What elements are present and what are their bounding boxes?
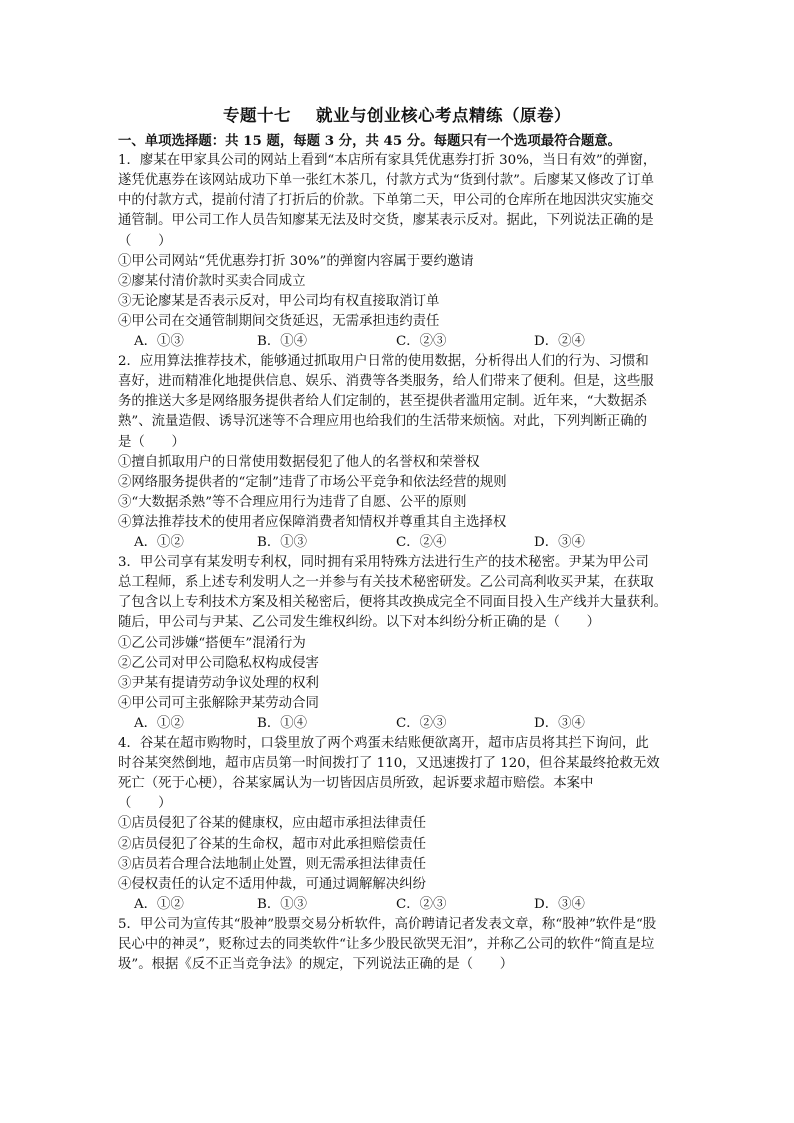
answer-option-a[interactable]: A．①③ [134, 334, 184, 349]
answer-option-b[interactable]: B．①④ [257, 715, 308, 731]
question-stem-line: 通管制。甲公司工作人员告知廖某无法及时交货，廖某表示反对。据此，下列说法正确的是 [118, 213, 654, 229]
choice-statement: ①甲公司网站“凭优惠券打折 30%”的弹窗内容属于要约邀请 [118, 253, 474, 269]
answer-option-d[interactable]: D．③④ [534, 535, 585, 550]
answer-option-a[interactable]: A．①② [134, 896, 184, 912]
answer-option-a[interactable]: A．①② [134, 535, 184, 550]
question-stem-line: 死亡（死于心梗），谷某家属认为一切皆因店员所致，起诉要求超市赔偿。本案中 [118, 776, 594, 792]
question-stem-line: （ ） [118, 233, 172, 249]
choice-statement: ③店员若合理合法地制止处置，则无需承担法律责任 [118, 856, 426, 872]
choice-statement: ③无论廖某是否表示反对，甲公司均有权直接取消订单 [118, 293, 440, 309]
answer-option-d[interactable]: D．②④ [534, 334, 585, 349]
question-stem-line: 喜好，进而精准化地提供信息、娱乐、消费等各类服务，给人们带来了便利。但是，这些服 [118, 374, 654, 390]
choice-statement: ④侵权责任的认定不适用仲裁，可通过调解解决纠纷 [118, 876, 426, 892]
answer-option-d[interactable]: D．③④ [534, 715, 585, 731]
answer-option-b[interactable]: B．①③ [257, 535, 308, 550]
question-stem-line: 时谷某突然倒地，超市店员第一时间拨打了 110，又迅速拨打了 120，但谷某最终抢救无效 [118, 756, 660, 772]
answer-option-d[interactable]: D．③④ [534, 896, 585, 912]
choice-statement: ③尹某有提请劳动争议处理的权利 [118, 675, 319, 691]
question-stem-line: 总工程师，系上述专利发明人之一并参与有关技术秘密研发。乙公司高利收买尹某，在获取 [118, 575, 654, 591]
choice-statement: ④算法推荐技术的使用者应保障消费者知情权并尊重其自主选择权 [118, 514, 507, 530]
answer-option-c[interactable]: C．②③ [396, 334, 447, 349]
answer-option-c[interactable]: C．②③ [396, 896, 447, 912]
question-stem-line: （ ） [118, 796, 172, 812]
answer-option-c[interactable]: C．②④ [396, 535, 447, 550]
question-stem-line: 随后，甲公司与尹某、乙公司发生维权纠纷。以下对本纠纷分析正确的是（ ） [118, 615, 601, 631]
question-stem-line: 中的付款方式，提前付清了打折后的价款。下单第二天，甲公司的仓库所在地因洪灾实施交 [118, 193, 654, 209]
question-stem-line: 5．甲公司为宣传其“股神”股票交易分析软件，高价聘请记者发表文章，称“股神”软件是“股 [118, 916, 657, 932]
answer-option-b[interactable]: B．①④ [257, 334, 308, 349]
question-stem-line: 了包含以上专利技术方案及相关秘密后，便将其改换成完全不同面目投入生产线并大量获利。 [118, 595, 668, 611]
section-header: 一、单项选择题：共 15 题，每题 3 分，共 45 分。每题只有一个选项最符合题意。 [118, 133, 622, 149]
choice-statement: ①店员侵犯了谷某的健康权，应由超市承担法律责任 [118, 816, 426, 832]
choice-statement: ③“大数据杀熟”等不合理应用行为违背了自愿、公平的原则 [118, 494, 467, 510]
question-stem-line: 1．廖某在甲家具公司的网站上看到“本店所有家具凭优惠券打折 30%，当日有效”的弹窗， [118, 153, 657, 169]
choice-statement: ①乙公司涉嫌“搭便车”混淆行为 [118, 635, 306, 651]
answer-option-c[interactable]: C．②③ [396, 715, 447, 731]
question-stem-line: 圾”。根据《反不正当竞争法》的规定，下列说法正确的是（ ） [118, 957, 514, 973]
choice-statement: ②乙公司对甲公司隐私权构成侵害 [118, 655, 319, 671]
question-stem-line: 务的推送大多是网络服务提供者给人们定制的，甚至提供者滥用定制。近年来，“大数据杀 [118, 394, 648, 410]
answer-option-b[interactable]: B．①③ [257, 896, 308, 912]
choice-statement: ④甲公司在交通管制期间交货延迟，无需承担违约责任 [118, 313, 440, 329]
question-stem-line: 3．甲公司享有某发明专利权，同时拥有采用特殊方法进行生产的技术秘密。尹某为甲公司 [118, 555, 649, 571]
question-stem-line: 2．应用算法推荐技术，能够通过抓取用户日常的使用数据，分析得出人们的行为、习惯和 [118, 354, 649, 370]
question-stem-line: 民心中的神灵”，贬称过去的同类软件“让多少股民欲哭无泪”，并称乙公司的软件“简直是垃 [118, 937, 655, 952]
question-stem-line: 遂凭优惠券在该网站成功下单一张红木茶几，付款方式为“货到付款”。后廖某又修改了订单 [118, 173, 654, 189]
choice-statement: ②廖某付清价款时买卖合同成立 [118, 273, 306, 289]
question-stem-line: 熟”、流量造假、诱导沉迷等不合理应用也给我们的生活带来烦恼。对此，下列判断正确的 [118, 414, 648, 430]
page-title: 专题十七 就业与创业核心考点精练（原卷） [223, 106, 571, 125]
choice-statement: ②网络服务提供者的“定制”违背了市场公平竞争和依法经营的规则 [118, 474, 507, 490]
question-stem-line: 4．谷某在超市购物时，口袋里放了两个鸡蛋未结账便欲离开，超市店员将其拦下询问，此 [118, 736, 649, 751]
choice-statement: ②店员侵犯了谷某的生命权，超市对此承担赔偿责任 [118, 836, 426, 852]
question-stem-line: 是（ ） [118, 434, 185, 450]
answer-option-a[interactable]: A．①② [134, 715, 184, 731]
choice-statement: ①擅自抓取用户的日常使用数据侵犯了他人的名誉权和荣誉权 [118, 454, 480, 470]
choice-statement: ④甲公司可主张解除尹某劳动合同 [118, 695, 319, 711]
